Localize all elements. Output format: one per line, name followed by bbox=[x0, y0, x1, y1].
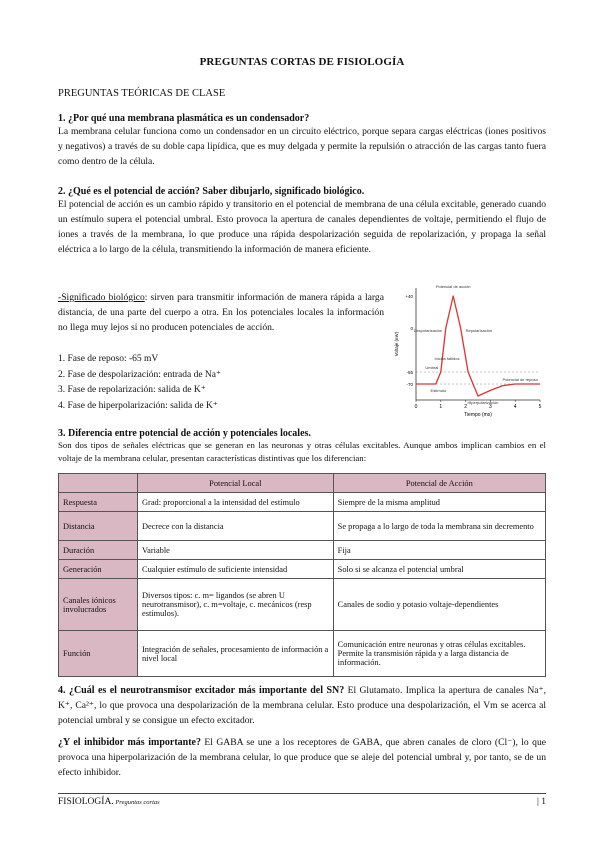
question-2 bbox=[58, 186, 546, 257]
footer-divider bbox=[58, 793, 546, 794]
table-row bbox=[59, 579, 546, 631]
x-tick-label: 0 bbox=[414, 404, 418, 410]
x-tick-label: 2 bbox=[464, 404, 467, 410]
table-row-header: Canales iónicos involucrados bbox=[59, 579, 138, 631]
table-cell: Integración de señales, procesamiento de información a nivel local bbox=[138, 631, 334, 677]
document-subtitle: PREGUNTAS TEÓRICAS DE CLASE bbox=[58, 88, 226, 99]
table-cell: Grad: proporcional a la intensidad del estímulo bbox=[138, 493, 334, 512]
table-row-header: Generación bbox=[59, 560, 138, 579]
table-row-header: Función bbox=[59, 631, 138, 677]
x-tick-label: 4 bbox=[513, 404, 517, 410]
question-4-heading: 4. ¿Cuál es el neurotransmisor excitador más importante del SN? bbox=[58, 685, 345, 696]
table-header-cell: Potencial de Acción bbox=[333, 474, 545, 493]
question-4 bbox=[58, 683, 546, 728]
comparison-table-wrap bbox=[58, 473, 546, 677]
table-cell: Fija bbox=[333, 541, 545, 560]
table-row bbox=[59, 631, 546, 677]
x-tick-label: 1 bbox=[439, 404, 443, 410]
chart-annotation: Potencial de acción bbox=[435, 284, 471, 289]
chart-annotation: Despolarización bbox=[413, 328, 443, 333]
footer-subtitle: Preguntas cortas bbox=[113, 799, 160, 806]
y-axis-label: Voltaje (mV) bbox=[394, 331, 399, 357]
question-3-text: Son dos tipos de señales eléctricas que se generan en las neuronas y otras células excitables. Aunque ambos implican cambios en el voltaje de la membrana celular, presentan características distintivas que los diferencian: bbox=[58, 440, 546, 463]
phase-item: 1. Fase de reposo: -65 mV bbox=[58, 354, 159, 364]
phase-item: 2. Fase de despolarización: entrada de Na⁺ bbox=[58, 369, 222, 380]
significance-label: -Significado biológico bbox=[58, 292, 145, 303]
table-header-row bbox=[59, 474, 546, 493]
table-row-header: Distancia bbox=[59, 512, 138, 541]
table-cell: Decrece con la distancia bbox=[138, 512, 334, 541]
footer-subject: FISIOLOGÍA. bbox=[58, 797, 114, 807]
comparison-table bbox=[58, 473, 546, 677]
question-1-text: La membrana celular funciona como un condensador en un circuito eléctrico, porque separa cargas eléctricas (iones positivos y negativos) a través de su doble capa lipídica, que es muy delgada y permite la repulsión o atracción de las cargas tanto fuera como dentro de la célula. bbox=[58, 126, 546, 167]
y-tick-label: +40 bbox=[405, 294, 413, 299]
phase-item: 3. Fase de repolarización: salida de K⁺ bbox=[58, 385, 206, 395]
table-cell: Comunicación entre neuronas y otras células excitables. Permite la transmisión rápida y a larga distancia de información. bbox=[333, 631, 545, 677]
table-cell: Siempre de la misma amplitud bbox=[333, 493, 545, 512]
chart-annotation: Potencial de reposo bbox=[502, 377, 538, 382]
table-row-header: Duración bbox=[59, 541, 138, 560]
question-3-heading: 3. Diferencia entre potencial de acción y potenciales locales. bbox=[58, 428, 311, 439]
table-row bbox=[59, 541, 546, 560]
document-title: PREGUNTAS CORTAS DE FISIOLOGÍA bbox=[199, 56, 405, 68]
x-axis-label: Tiempo (ms) bbox=[464, 412, 492, 418]
table-row bbox=[59, 512, 546, 541]
chart-annotation: Repolarización bbox=[465, 328, 493, 333]
y-tick-label: -70 bbox=[406, 382, 413, 387]
table-cell: Cualquier estímulo de suficiente intensidad bbox=[138, 560, 334, 579]
table-row bbox=[59, 493, 546, 512]
chart-annotation: Hiperpolarización bbox=[467, 400, 499, 405]
biological-significance bbox=[58, 290, 384, 335]
table-header-cell bbox=[59, 474, 138, 493]
phase-list bbox=[58, 352, 358, 414]
page-number: | 1 bbox=[536, 797, 546, 807]
page-footer bbox=[58, 797, 546, 807]
chart-annotation: Inicios fallidos bbox=[434, 356, 460, 361]
y-tick-label: 0 bbox=[410, 326, 413, 331]
question-2-heading: 2. ¿Qué es el potencial de acción? Saber dibujarlo, significado biológico. bbox=[58, 186, 365, 197]
table-cell: Solo si se alcanza el potencial umbral bbox=[333, 560, 545, 579]
question-4b bbox=[58, 735, 546, 780]
question-1-heading: 1. ¿Por qué una membrana plasmática es un condensador? bbox=[58, 113, 310, 124]
y-tick-label: -55 bbox=[406, 370, 413, 375]
table-cell: Se propaga a lo largo de toda la membrana sin decremento bbox=[333, 512, 545, 541]
table-cell: Diversos tipos: c. m= ligandos (se abren U neurotransmisor), c. m=voltaje, c. mecánicos (resp estímulos). bbox=[138, 579, 334, 631]
question-3 bbox=[58, 428, 546, 465]
x-tick-label: 5 bbox=[538, 404, 542, 410]
chart-annotation: Umbral bbox=[425, 365, 439, 370]
table-header-cell: Potencial Local bbox=[138, 474, 334, 493]
table-row-header: Respuesta bbox=[59, 493, 138, 512]
question-1 bbox=[58, 113, 546, 169]
action-potential-chart bbox=[390, 278, 550, 418]
question-4b-heading: ¿Y el inhibidor más importante? bbox=[58, 737, 201, 748]
chart-annotation: Estímulo bbox=[430, 388, 447, 393]
table-cell: Canales de sodio y potasio voltaje-dependientes bbox=[333, 579, 545, 631]
question-4b-text: El GABA se une a los receptores de GABA, que abren canales de cloro (Cl⁻), lo que provoca una hiperpolarización de la membrana celular, lo que produce que se aleje del potencial umbral y, por tanto, se de un efecto inhibidor. bbox=[58, 737, 546, 778]
phase-item: 4. Fase de hiperpolarización: salida de K⁺ bbox=[58, 400, 218, 411]
x-tick-label: 3 bbox=[489, 404, 492, 410]
table-cell: Variable bbox=[138, 541, 334, 560]
question-4-text: El Glutamato. Implica la apertura de canales Na⁺, K⁺, Ca²⁺, lo que provoca una despolarización de la membrana celular. Esto produce una despolarización, el Vm se acerca al potencial umbral y se consigue un efecto excitador. bbox=[58, 685, 546, 726]
question-2-text: El potencial de acción es un cambio rápido y transitorio en el potencial de membrana de una célula excitable, generado cuando un estímulo supera el potencial umbral. Esto provoca la apertura de canales dependientes de voltaje, permitiendo el flujo de iones a través de la membrana, lo que produce una rápida despolarización seguida de repolarización, y propaga la señal eléctrica a lo largo de la célula, transmitiendo la información de manera eficiente. bbox=[58, 199, 546, 255]
table-row bbox=[59, 560, 546, 579]
significance-text: : sirven para transmitir información de manera rápida a larga distancia, de una parte del cuerpo a otra. En los potenciales locales la información no llega muy lejos si no producen potenciales de acción. bbox=[58, 292, 384, 333]
